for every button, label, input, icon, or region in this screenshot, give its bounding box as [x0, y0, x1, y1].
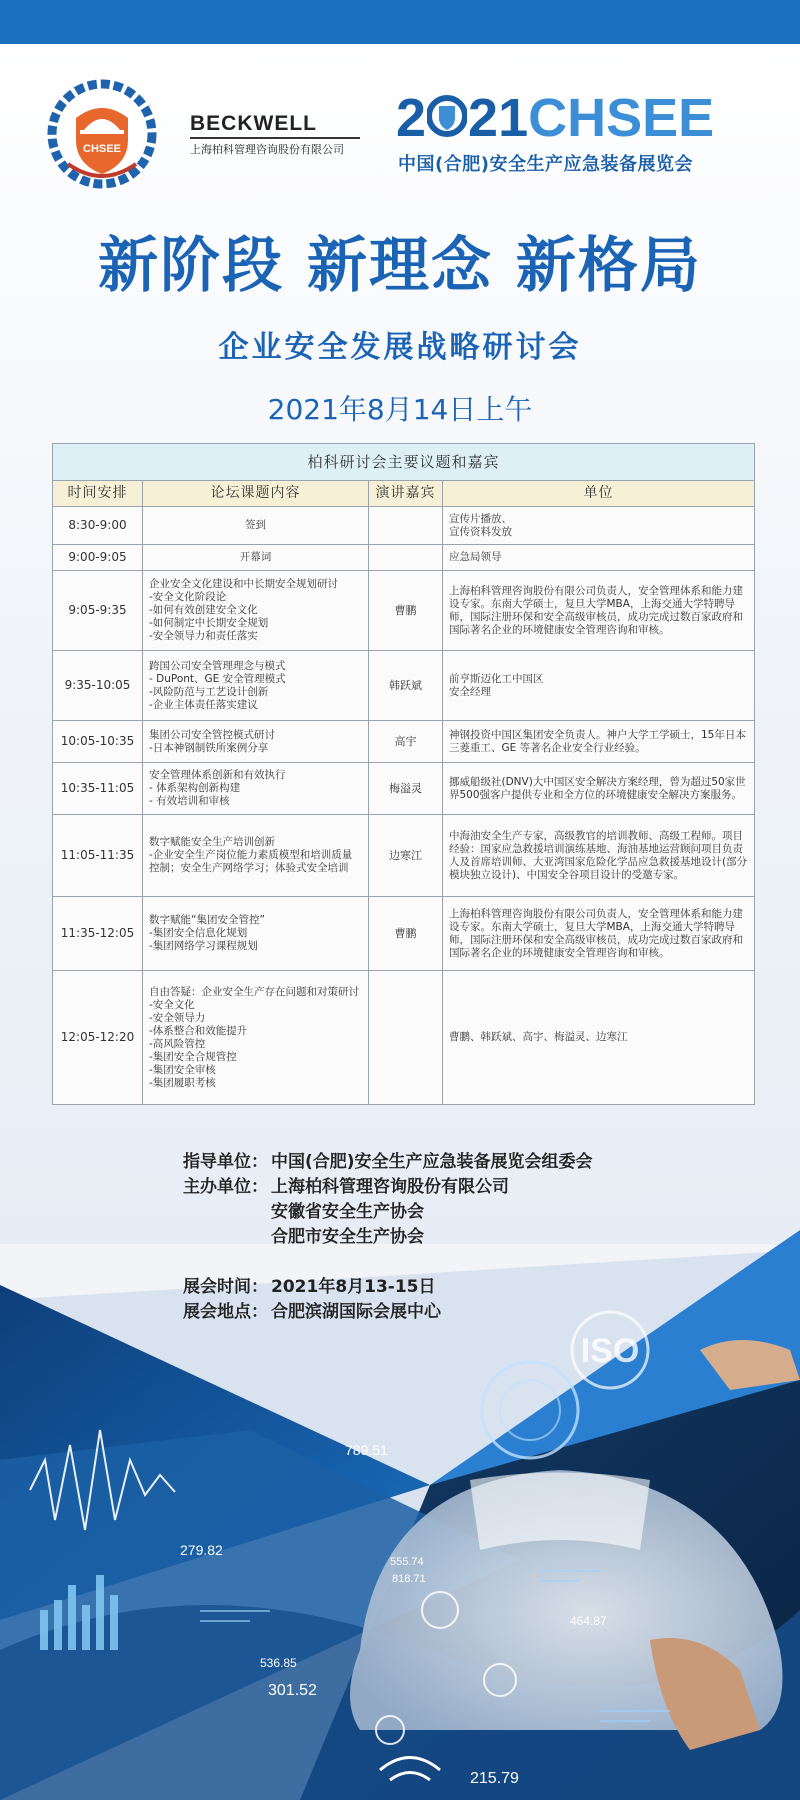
table-row [53, 763, 755, 815]
iso-label: ISO [580, 1332, 640, 1370]
table-row [53, 651, 755, 721]
host-value-2: 安徽省安全生产协会 [271, 1202, 424, 1222]
organizers-block [183, 1150, 703, 1325]
row-time: 10:05-10:35 [53, 721, 143, 763]
table-row [53, 721, 755, 763]
row-topic: 安全管理体系创新和有效执行 - 体系架构创新构建 - 有效培训和审核 [143, 763, 369, 815]
table-row [53, 971, 755, 1105]
row-topic: 签到 [143, 507, 369, 545]
row-speaker [369, 545, 443, 571]
row-unit: 中海油安全生产专家，高级教官的培训教师、高级工程师。项目经验：国家应急救援培训演练基地、海油基地运营顾问项目负责人及首席培训师、大亚湾国家危险化学品应急救援基地设计(部分模块独立设计)、中国安全谷项目设计的受邀专家。 [443, 815, 755, 897]
expo-venue-value: 合肥滨湖国际会展中心 [271, 1302, 441, 1322]
shield-icon [427, 92, 467, 140]
agenda-caption: 柏科研讨会主要议题和嘉宾 [53, 444, 755, 481]
expo-name: 中国(合肥)安全生产应急装备展览会 [398, 154, 693, 175]
spacer [183, 1250, 703, 1275]
row-unit: 前亨斯迈化工中国区 安全经理 [443, 651, 755, 721]
row-topic: 开幕词 [143, 545, 369, 571]
row-speaker [369, 507, 443, 545]
column-header-speaker: 演讲嘉宾 [369, 481, 443, 507]
emblem-text: CHSEE [83, 143, 121, 155]
row-speaker: 边寒江 [369, 815, 443, 897]
readout-7: 464.87 [570, 1614, 607, 1628]
agenda-table [52, 443, 755, 1105]
row-unit: 应急局领导 [443, 545, 755, 571]
beckwell-wordmark: BECKWELL [190, 112, 360, 139]
row-unit: 神钢投资中国区集团安全负责人。神户大学工学硕士，15年日本三菱重工、GE 等著名企业安全行业经验。 [443, 721, 755, 763]
row-time: 9:35-10:05 [53, 651, 143, 721]
table-row [53, 507, 755, 545]
row-topic: 数字赋能“集团安全管控” -集团安全信息化规划 -集团网络学习课程规划 [143, 897, 369, 971]
seminar-subtitle: 企业安全发展战略研讨会 [218, 330, 582, 365]
row-unit: 宣传片播放、 宣传资料发放 [443, 507, 755, 545]
column-header-topic: 论坛课题内容 [143, 481, 369, 507]
row-topic: 自由答疑：企业安全生产存在问题和对策研讨 -安全文化 -安全领导力 -体系整合和效能提升 -高风险管控 -集团安全合规管控 -集团安全审核 -集团履职考核 [143, 971, 369, 1105]
expo-time-row [183, 1275, 703, 1300]
expo-venue-label: 展会地点： [183, 1302, 268, 1322]
expo-time-label: 展会时间： [183, 1277, 268, 1297]
row-time: 10:35-11:05 [53, 763, 143, 815]
table-row [53, 815, 755, 897]
table-row [53, 571, 755, 651]
slogan-title: 新阶段 新理念 新格局 [98, 231, 702, 301]
expo-venue-row [183, 1300, 703, 1325]
row-topic: 跨国公司安全管理理念与模式 - DuPont、GE 安全管理模式 -风险防范与工艺设计创新 -企业主体责任落实建议 [143, 651, 369, 721]
readout-2: 279.82 [180, 1542, 223, 1558]
guide-unit-row [183, 1150, 703, 1175]
top-blue-bar [0, 0, 800, 44]
row-time: 9:05-9:35 [53, 571, 143, 651]
row-speaker: 曹鹏 [369, 571, 443, 651]
row-time: 11:35-12:05 [53, 897, 143, 971]
row-speaker: 梅溢灵 [369, 763, 443, 815]
row-speaker: 韩跃斌 [369, 651, 443, 721]
column-header-time: 时间安排 [53, 481, 143, 507]
beckwell-company-name: 上海柏科管理咨询股份有限公司 [190, 143, 344, 156]
row-unit: 曹鹏、韩跃斌、高宇、梅溢灵、边寒江 [443, 971, 755, 1105]
guide-label: 指导单位： [183, 1152, 268, 1172]
row-unit: 上海柏科管理咨询股份有限公司负责人，安全管理体系和能力建设专家。东南大学硕士，复旦大学MBA，上海交通大学特聘导师，国际注册环保和安全高级审核员，成功完成过数百家政府和国际著名企业的环境健康安全管理咨询和审核。 [443, 571, 755, 651]
readout-6: 301.52 [268, 1682, 317, 1699]
row-speaker: 曹鹏 [369, 897, 443, 971]
expo-time-value: 2021年8月13-15日 [271, 1277, 436, 1297]
readout-5: 536.85 [260, 1656, 297, 1670]
beckwell-logo [190, 112, 360, 157]
readout-8: 215.79 [470, 1770, 519, 1787]
row-time: 12:05-12:20 [53, 971, 143, 1105]
row-topic: 企业安全文化建设和中长期安全规划研讨 -安全文化阶段论 -如何有效创建安全文化 -如何制定中长期安全规划 -安全领导力和责任落实 [143, 571, 369, 651]
host-value-1: 上海柏科管理咨询股份有限公司 [271, 1177, 509, 1197]
row-time: 11:05-11:35 [53, 815, 143, 897]
readout-4: 818.71 [392, 1573, 426, 1585]
table-row [53, 545, 755, 571]
chsee-abbr: CHSEE [528, 88, 715, 148]
row-topic: 数字赋能安全生产培训创新 -企业安全生产岗位能力素质模型和培训质量控制；安全生产网络学习；体验式安全培训 [143, 815, 369, 897]
guide-value: 中国(合肥)安全生产应急装备展览会组委会 [271, 1152, 593, 1172]
chsee-emblem-logo [46, 78, 158, 190]
chsee-year-21: 21 [468, 88, 529, 148]
readout-3: 555.74 [390, 1556, 424, 1568]
row-unit: 上海柏科管理咨询股份有限公司负责人，安全管理体系和能力建设专家。东南大学硕士，复旦大学MBA，上海交通大学特聘导师，国际注册环保和安全高级审核员，成功完成过数百家政府和国际著名企业的环境健康安全管理咨询和审核。 [443, 897, 755, 971]
host-value-3: 合肥市安全生产协会 [271, 1227, 424, 1247]
row-unit: 挪威船级社(DNV)大中国区安全解决方案经理，曾为超过50家世界500强客户提供专业和全方位的环境健康安全解决方案服务。 [443, 763, 755, 815]
row-topic: 集团公司安全管控模式研讨 -日本神钢制铁所案例分享 [143, 721, 369, 763]
table-row [53, 897, 755, 971]
row-time: 8:30-9:00 [53, 507, 143, 545]
row-time: 9:00-9:05 [53, 545, 143, 571]
chsee-year-2: 2 [396, 88, 427, 148]
host-unit-row [183, 1175, 703, 1200]
chsee-2021-logo [396, 88, 756, 148]
host-label: 主办单位： [183, 1177, 268, 1197]
row-speaker [369, 971, 443, 1105]
readout-1: 789.51 [345, 1442, 388, 1458]
seminar-date: 2021年8月14日上午 [267, 393, 533, 426]
column-header-unit: 单位 [443, 481, 755, 507]
row-speaker: 高宇 [369, 721, 443, 763]
